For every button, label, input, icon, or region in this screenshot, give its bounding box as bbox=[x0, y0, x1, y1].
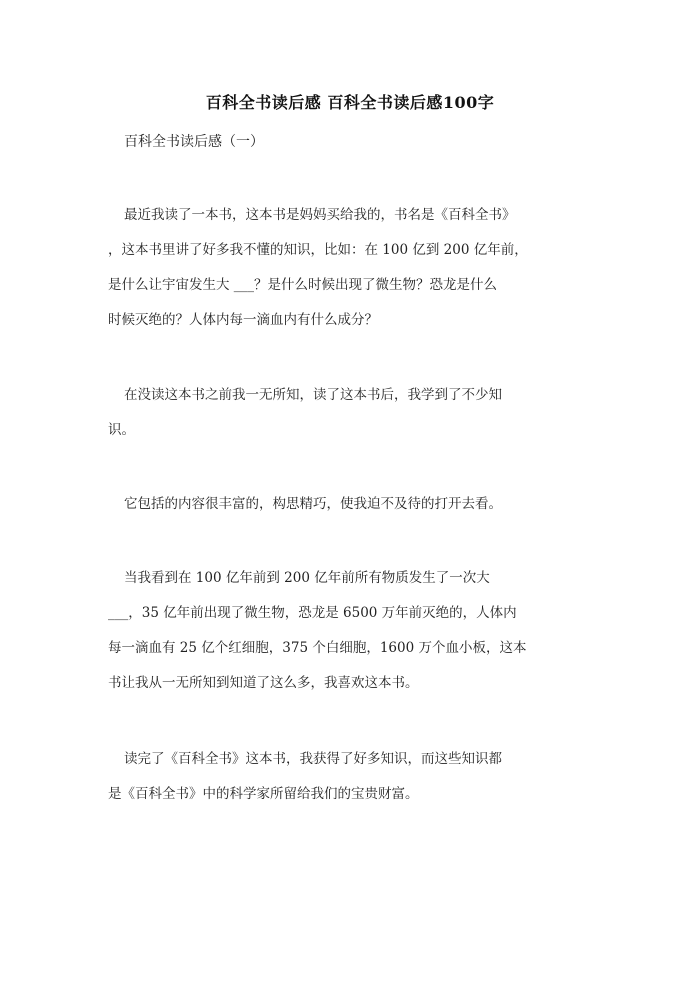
paragraph-3 bbox=[108, 487, 598, 522]
paragraph-5 bbox=[108, 742, 598, 812]
paragraph-line: 时候灭绝的？人体内每一滴血内有什么成分？ bbox=[108, 312, 378, 328]
paragraph-line: 当我看到在 100 亿年前到 200 亿年前所有物质发生了一次大 bbox=[124, 570, 490, 586]
paragraph-line: ___，35 亿年前出现了微生物，恐龙是 6500 万年前灭绝的，人体内 bbox=[108, 605, 517, 621]
paragraph-line: 最近我读了一本书，这本书是妈妈买给我的，书名是《百科全书》 bbox=[124, 207, 516, 223]
page-title: 百科全书读后感 百科全书读后感100字 bbox=[205, 93, 495, 112]
paragraph-1 bbox=[108, 198, 598, 338]
paragraph-4 bbox=[108, 561, 598, 701]
paragraph-line: 它包括的内容很丰富的，构思精巧，使我迫不及待的打开去看。 bbox=[124, 496, 502, 512]
paragraph-line: 是《百科全书》中的科学家所留给我们的宝贵财富。 bbox=[108, 786, 419, 802]
paragraph-line: 书让我从一无所知到知道了这么多，我喜欢这本书。 bbox=[108, 675, 419, 691]
paragraph-line: 读完了《百科全书》这本书，我获得了好多知识，而这些知识都 bbox=[124, 751, 502, 767]
paragraph-2 bbox=[108, 378, 598, 448]
paragraph-line: ，这本书里讲了好多我不懂的知识，比如：在 100 亿到 200 亿年前， bbox=[108, 242, 528, 258]
section-subtitle: 百科全书读后感（一） bbox=[124, 134, 264, 150]
paragraph-line: 每一滴血有 25 亿个红细胞，375 个白细胞，1600 万个血小板，这本 bbox=[108, 640, 527, 656]
paragraph-line: 在没读这本书之前我一无所知，读了这本书后，我学到了不少知 bbox=[124, 387, 502, 403]
paragraph-line: 识。 bbox=[108, 422, 135, 438]
paragraph-line: 是什么让宇宙发生大 ___？是什么时候出现了微生物？恐龙是什么 bbox=[108, 277, 498, 293]
